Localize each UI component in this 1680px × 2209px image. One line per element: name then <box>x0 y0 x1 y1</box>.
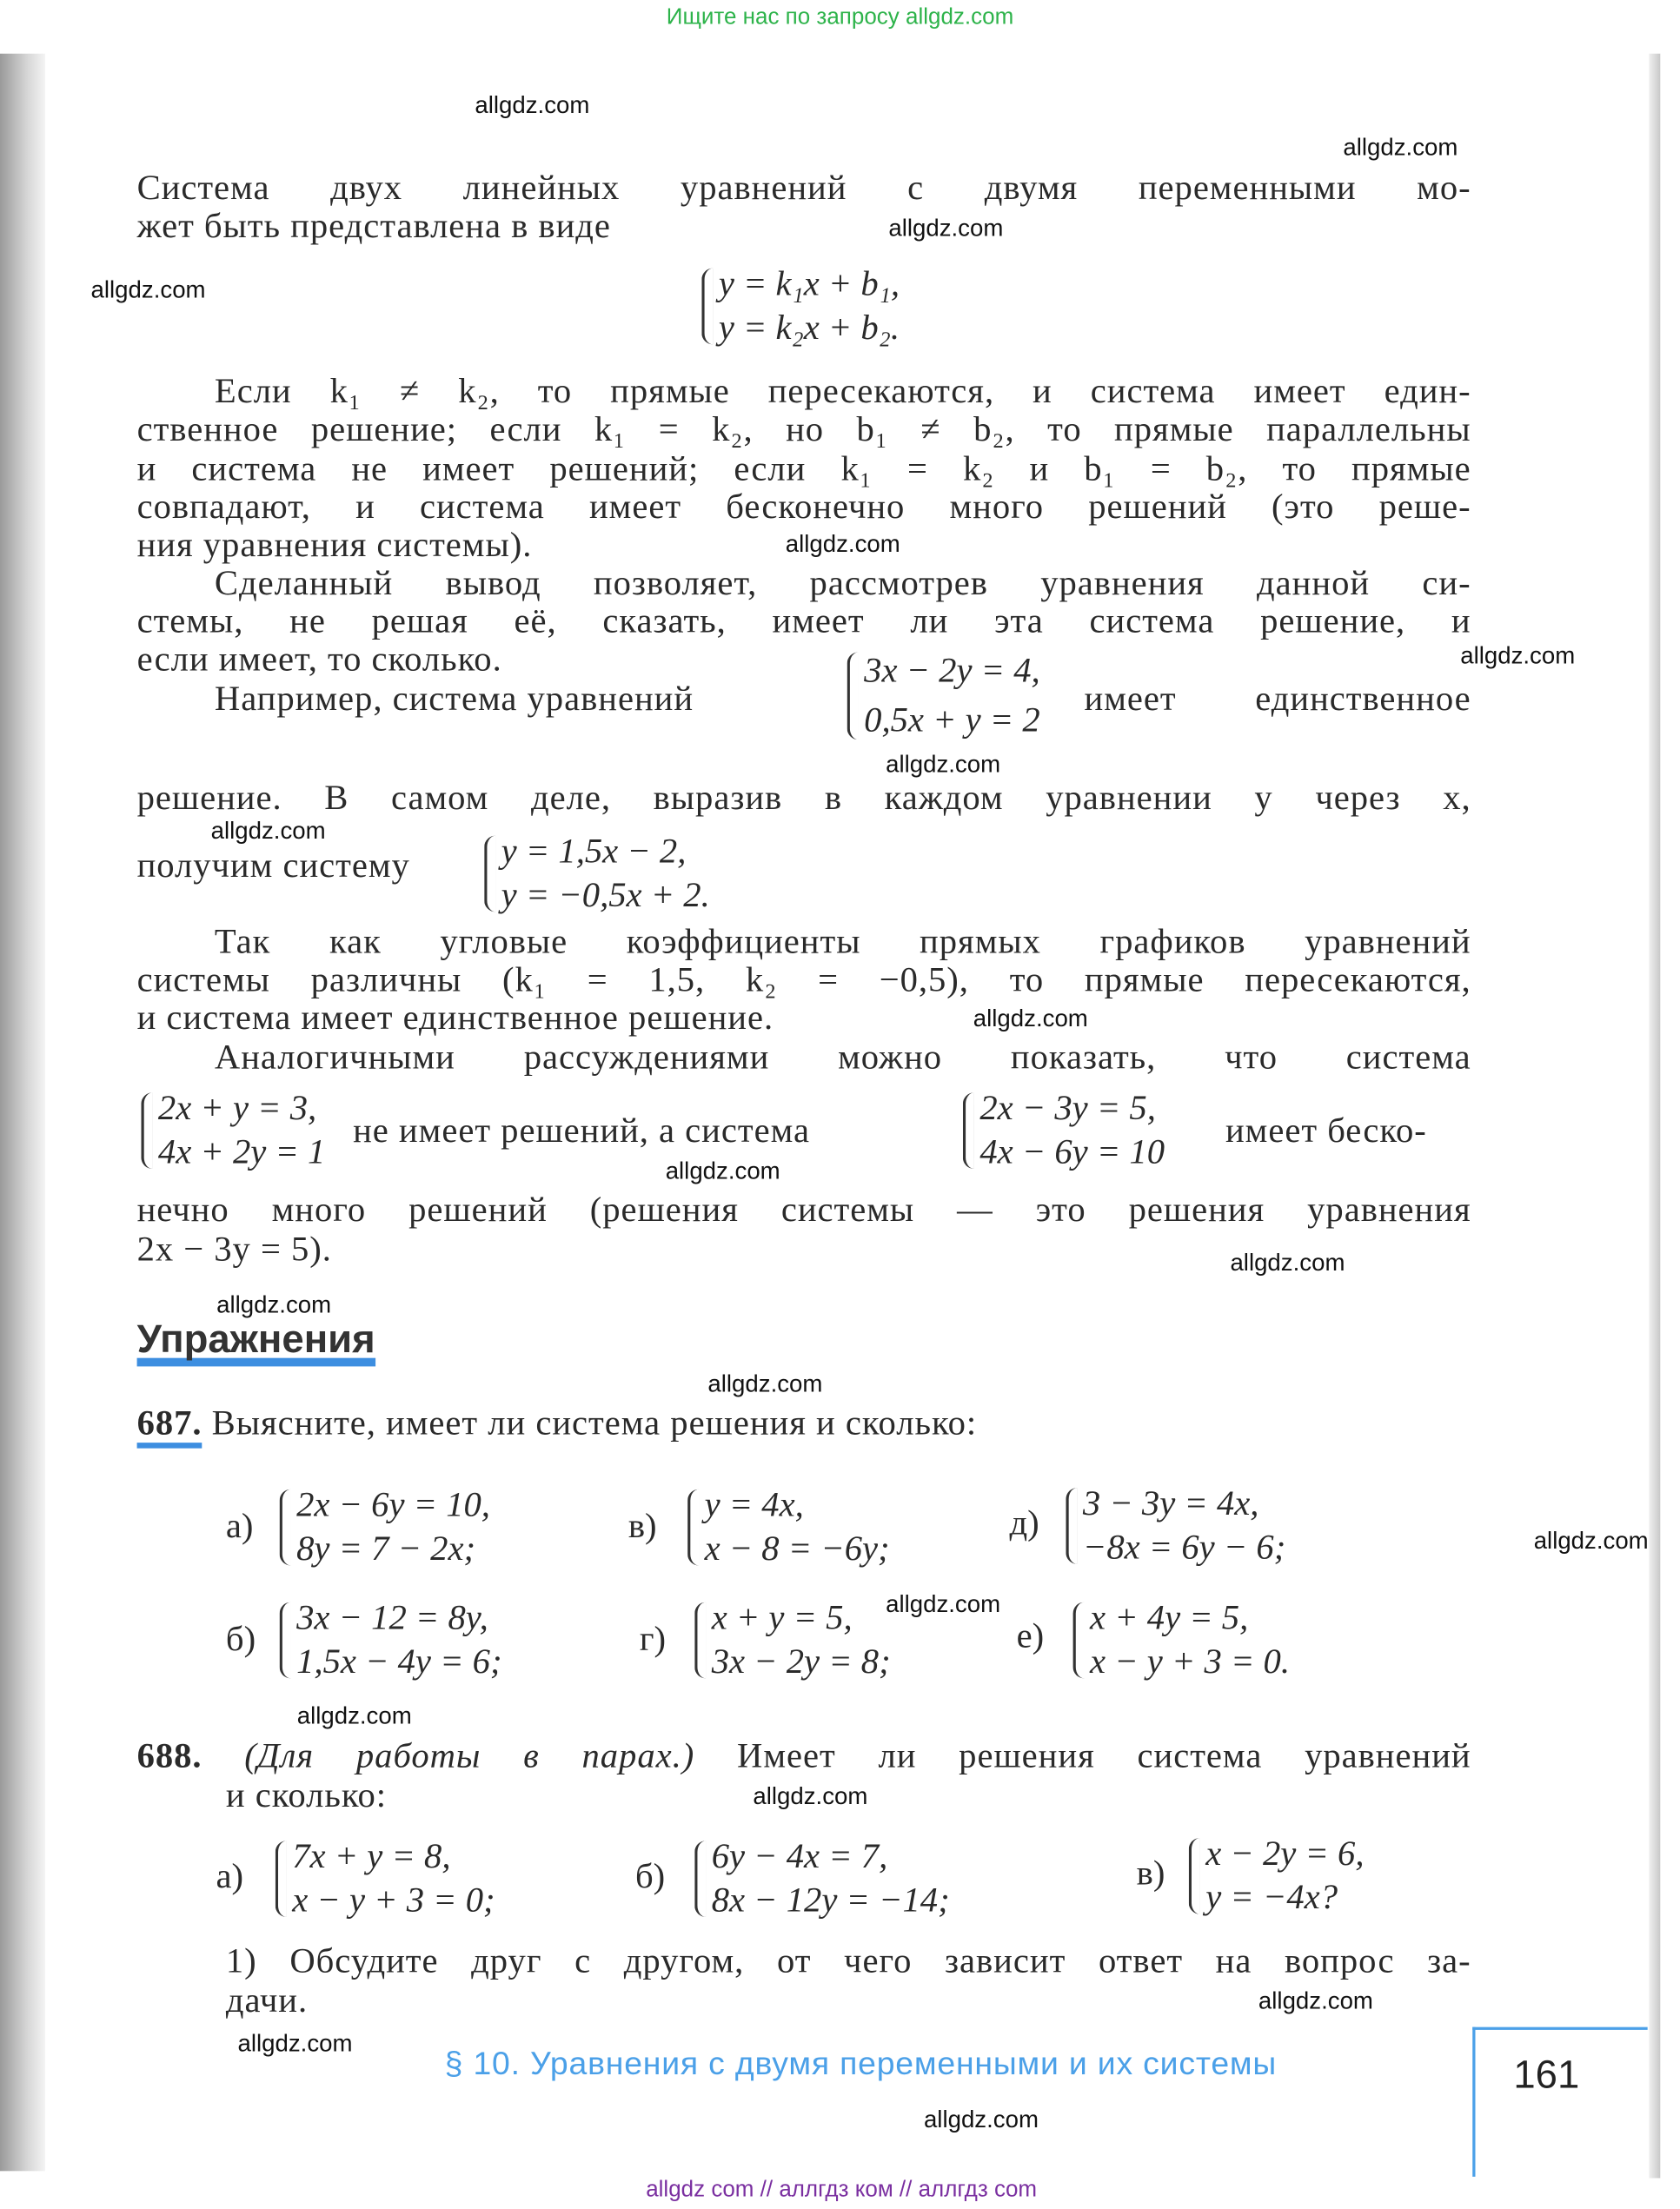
item-label: е) <box>1016 1617 1045 1656</box>
equation-system <box>687 1483 890 1571</box>
item-label: д) <box>1009 1504 1039 1543</box>
page-number: 161 <box>1513 2052 1580 2097</box>
item-label: в) <box>628 1507 657 1546</box>
text-fragment: не имеет решений, а система <box>353 1112 811 1151</box>
equation: x − y + 3 = 0. <box>1090 1642 1290 1682</box>
item-label: б) <box>225 1620 256 1659</box>
equation-system <box>280 1483 490 1571</box>
equation: 3x − 2y = 4, <box>864 652 1040 691</box>
item-label: а) <box>216 1857 244 1896</box>
equation: y = −4x? <box>1205 1879 1338 1917</box>
exercises-heading: Упражнения <box>137 1321 375 1366</box>
text-line: Сделанный вывод позволяет, рассмотрев уравнения данной си- <box>214 564 1471 603</box>
text-line: 2x − 3y = 5). <box>136 1231 332 1270</box>
watermark[interactable]: allgdz.com <box>923 2106 1039 2133</box>
watermark[interactable]: allgdz.com <box>888 214 1004 242</box>
equation-system <box>1189 1832 1365 1920</box>
equation: x − y + 3 = 0; <box>292 1881 495 1920</box>
equation: y = 4x, <box>704 1486 804 1525</box>
equation: 8x − 12y = −14; <box>711 1881 950 1920</box>
watermark[interactable]: allgdz.com <box>1533 1527 1649 1555</box>
equation: 1,5x − 4y = 6; <box>296 1642 502 1682</box>
equation: 8y = 7 − 2x; <box>296 1529 476 1569</box>
exercise-number: 688. <box>136 1737 203 1776</box>
equation: 2x + y = 3, <box>157 1090 317 1128</box>
equation: 0,5x + y = 2 <box>864 701 1040 740</box>
equation: x + y = 5, <box>711 1599 853 1638</box>
text-line: если имеет, то сколько. <box>136 640 502 680</box>
equation: −8x = 6y − 6; <box>1082 1529 1286 1568</box>
exercise-text: Выясните, имеет ли система решения и сколько: <box>211 1404 978 1443</box>
item-label: г) <box>639 1620 667 1659</box>
equation: 6y − 4x = 7, <box>711 1837 888 1876</box>
text-line: ния уравнения системы). <box>136 526 533 565</box>
watermark[interactable]: allgdz.com <box>1343 134 1458 162</box>
watermark[interactable]: allgdz.com <box>886 751 1001 779</box>
exercise-text: Имеет ли решения система уравнений <box>737 1737 1471 1776</box>
text-fragment: имеет единственное <box>1084 680 1471 719</box>
exercise-text: и сколько: <box>225 1777 388 1815</box>
text-line: Аналогичными рассуждениями можно показать, что система <box>214 1038 1471 1078</box>
watermark[interactable]: allgdz.com <box>90 276 206 304</box>
text-line: Так как угловые коэффициенты прямых графиков уравнений <box>214 923 1471 962</box>
bottom-watermark[interactable]: allgdz com // аллгдз ком // аллгдз com <box>646 2178 1038 2203</box>
equation: y = −0,5x + 2. <box>501 876 710 915</box>
exercise-687-title <box>137 1404 978 1443</box>
equation-system <box>484 830 710 918</box>
item-label: в) <box>1136 1854 1165 1894</box>
equation: x + 4y = 5, <box>1090 1599 1249 1638</box>
text-line: дачи. <box>225 1981 309 2020</box>
equation-system <box>694 1596 890 1684</box>
equation-system <box>280 1596 502 1684</box>
equation: 2x − 3y = 5, <box>979 1090 1156 1128</box>
section-footer: § 10. Уравнения с двумя переменными и их системы <box>444 2044 1278 2082</box>
exercise-number: 687. <box>137 1404 203 1448</box>
equation-system <box>701 262 900 350</box>
equation-system <box>847 647 1040 746</box>
equation: y = 1,5x − 2, <box>501 833 687 872</box>
text-line: Система двух линейных уравнений с двумя переменными мо- <box>136 169 1471 208</box>
watermark[interactable]: allgdz.com <box>1460 642 1576 669</box>
text-line: системы различны (k₁ = 1,5, k₂ = −0,5), то прямые пересекаются, <box>136 961 1471 1000</box>
page-edge <box>1649 54 1660 2179</box>
text-line: стемы, не решая её, сказать, имеет ли эта система решение, и <box>136 602 1471 641</box>
watermark[interactable]: allgdz.com <box>1258 1987 1373 2015</box>
equation: 4x + 2y = 1 <box>157 1133 326 1172</box>
watermark[interactable]: allgdz.com <box>216 1291 332 1319</box>
watermark[interactable]: allgdz.com <box>1230 1249 1345 1277</box>
equation-system <box>1073 1596 1290 1684</box>
text-line: Если k₁ ≠ k₂, то прямые пересекаются, и система имеет един- <box>214 372 1471 411</box>
equation: 3x − 2y = 8; <box>711 1642 891 1682</box>
equation-system <box>1066 1483 1285 1570</box>
equation: 2x − 6y = 10, <box>296 1486 490 1525</box>
equation: 7x + y = 8, <box>292 1837 451 1876</box>
equation-system <box>963 1087 1165 1175</box>
equation: 3x − 12 = 8y, <box>296 1599 488 1638</box>
equation: 3 − 3y = 4x, <box>1082 1484 1259 1523</box>
equation-system <box>141 1087 325 1175</box>
equation: 4x − 6y = 10 <box>979 1133 1165 1172</box>
text-line: совпадают, и система имеет бесконечно много решений (это реше- <box>136 488 1471 527</box>
watermark[interactable]: allgdz.com <box>475 91 590 119</box>
watermark[interactable]: allgdz.com <box>707 1370 823 1398</box>
text-line: и система не имеет решений; если k₁ = k₂ и b₁ = b₂, то прямые <box>136 450 1471 489</box>
item-label: б) <box>634 1857 666 1896</box>
watermark[interactable]: allgdz.com <box>785 530 900 558</box>
equation-system <box>276 1835 495 1923</box>
item-label: а) <box>225 1507 254 1546</box>
equation: x − 8 = −6y; <box>704 1529 890 1569</box>
page-binding-shadow <box>0 54 45 2172</box>
text-line: ственное решение; если k₁ = k₂, но b₁ ≠ b₂, то прямые параллельны <box>136 410 1471 449</box>
page-number-frame <box>1472 2027 1647 2177</box>
exercise-note: (Для работы в парах.) <box>244 1737 695 1776</box>
watermark[interactable]: allgdz.com <box>753 1782 868 1810</box>
text-line: нечно много решений (решения системы — это решения уравнения <box>136 1191 1471 1230</box>
text-line: и система имеет единственное решение. <box>136 999 774 1038</box>
text-fragment: получим систему <box>136 846 410 886</box>
watermark[interactable]: allgdz.com <box>886 1590 1001 1618</box>
text-fragment: имеет беско- <box>1225 1112 1427 1151</box>
equation: y = k₂x + b₂. <box>718 308 900 348</box>
text-line: решение. В самом деле, выразив в каждом уравнении y через x, <box>136 779 1471 818</box>
text-line: 1) Обсудите друг с другом, от чего зависит ответ на вопрос за- <box>225 1942 1471 1981</box>
watermark[interactable]: allgdz.com <box>973 1005 1088 1032</box>
top-watermark[interactable]: Ищите нас по запросу allgdz.com <box>666 5 1014 30</box>
watermark[interactable]: allgdz.com <box>237 2029 353 2057</box>
equation: y = k₁x + b₁, <box>718 265 900 304</box>
text-line: жет быть представлена в виде <box>136 207 611 246</box>
watermark[interactable]: allgdz.com <box>296 1702 412 1729</box>
exercise-688-title <box>137 1738 1471 1777</box>
watermark[interactable]: allgdz.com <box>210 817 326 845</box>
text-fragment: Например, система уравнений <box>214 680 694 719</box>
equation: x − 2y = 6, <box>1205 1834 1365 1874</box>
equation-system <box>694 1835 949 1923</box>
watermark[interactable]: allgdz.com <box>665 1158 780 1184</box>
